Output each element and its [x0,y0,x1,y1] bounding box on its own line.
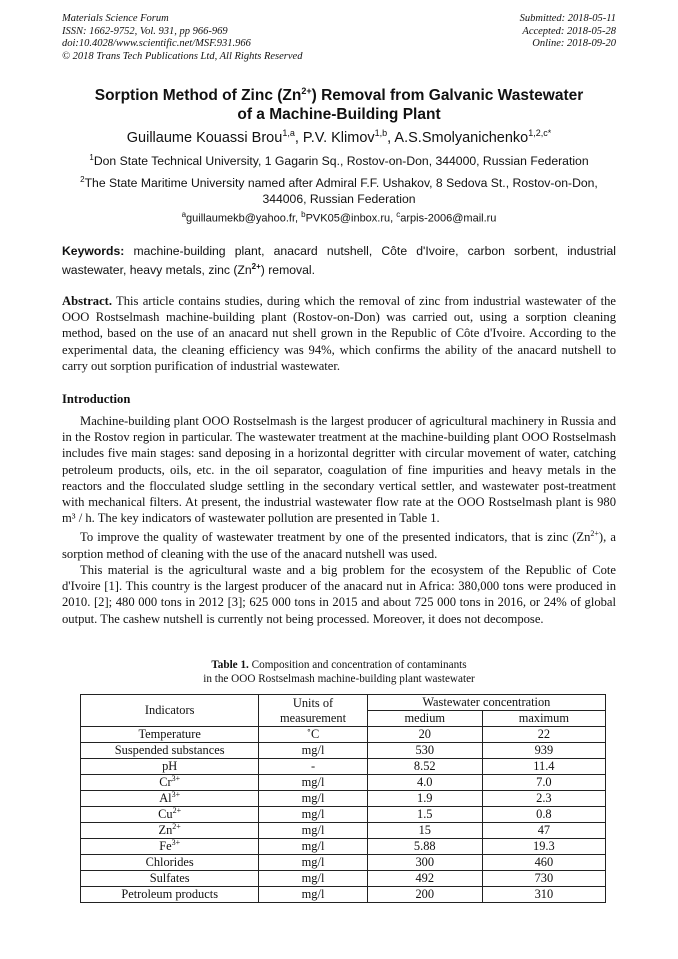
cell-unit: mg/l [259,855,367,871]
cell-indicator: $Al^{3+}$ [81,791,259,807]
contaminants-table [80,694,606,903]
header-units: Units of measurement [259,695,367,727]
cell-maximum: 22 [482,727,605,743]
cell-indicator: $Fe^{3+}$ [81,839,259,855]
table-row [81,743,606,759]
table-row [81,855,606,871]
cell-indicator: Chlorides [81,855,259,871]
author-1: Guillaume Kouassi Brou [126,129,283,146]
cell-unit: mg/l [259,791,367,807]
table-row [81,871,606,887]
header-medium: medium [367,711,482,727]
cell-medium: 1.9 [367,791,482,807]
table-caption: Table 1. Composition and concentration of contaminants in the OOO Rostselmash machine-building plant wastewater [203,659,475,685]
cell-indicator: Petroleum products [81,887,259,903]
author-3: , A.S.Smolyanichenko [387,129,529,146]
cell-maximum: 730 [482,871,605,887]
affiliation-1: $^1$Don State Technical University, 1 Gagarin Sq., Rostov-on-Don, 344000, Russian Federation [89,153,589,169]
cell-indicator: $Cu^{2+}$ [81,807,259,823]
cell-indicator: $Cr^{3+}$ [81,775,259,791]
cell-maximum: 11.4 [482,759,605,775]
cell-unit: mg/l [259,871,367,887]
email-a: guillaumekb@yahoo.fr, [186,212,302,225]
email-b: PVK05@inbox.ru, [305,212,397,225]
author-list: Guillaume Kouassi Brou$^{1,a}$, P.V. Klimov$^{1,b}$, A.S.Smolyanichenko$^{1,2,c*}$ [126,128,552,146]
keywords: Keywords: machine-building plant, anacard nutshell, Côte d'Ivoire, carbon sorbent, industrial wastewater, heavy metals, zinc $(Zn^{2+})$ removal. [62,244,616,278]
cell-unit: mg/l [259,775,367,791]
paper-title: Sorption Method of Zinc $(Zn^{2+})$ Removal from Galvanic Wastewater of a Machine-Building Plant [94,86,584,124]
table-row [81,807,606,823]
cell-unit: mg/l [259,839,367,855]
section-heading-introduction: Introduction [62,392,131,406]
introduction-body [62,413,616,627]
cell-medium: 15 [367,823,482,839]
cell-medium: 8.52 [367,759,482,775]
cell-maximum: 47 [482,823,605,839]
cell-unit: ˚C [259,727,367,743]
cell-maximum: 7.0 [482,775,605,791]
cell-unit: - [259,759,367,775]
email-c: arpis-2006@mail.ru [400,212,497,225]
header-indicators: Indicators [81,695,259,727]
copyright-line: © 2018 Trans Tech Publications Ltd, All Rights Reserved [62,50,303,62]
cell-medium: 530 [367,743,482,759]
cell-unit: mg/l [259,807,367,823]
table-row [81,759,606,775]
cell-indicator: Suspended substances [81,743,259,759]
header-maximum: maximum [482,711,605,727]
table-row [81,775,606,791]
table-row [81,839,606,855]
online-date: Online: 2018-09-20 [532,38,616,49]
cell-maximum: 2.3 [482,791,605,807]
author-2: , P.V. Klimov [294,129,375,146]
cell-medium: 20 [367,727,482,743]
author-emails: $^a$guillaumekb@yahoo.fr, $^b$PVK05@inbox.ru, $^c$arpis-2006@mail.ru [181,210,497,225]
cell-medium: 1.5 [367,807,482,823]
journal-name: Materials Science Forum [62,13,169,24]
header-concentration: Wastewater concentration [367,695,605,711]
table-row [81,887,606,903]
abstract: Abstract. This article contains studies, during which the removal of zinc from industrial wastewater of the OOO Rostselmash machine-building plant (Rostov-on-Don) was carried out, using a sorption cleaning method, based on the use of an anacard nut shell grown in the Republic of Côte d'Ivoire. According to the experimental data, the cleaning efficiency was 94%, which confirms the ability of the anacard nutshell to carry out sorption purification of industrial wastewater. [62,294,616,373]
table-row [81,727,606,743]
cell-medium: 492 [367,871,482,887]
issn-line: ISSN: 1662-9752, Vol. 931, pp 966-969 [62,25,228,37]
accepted-date: Accepted: 2018-05-28 [522,25,616,37]
cell-medium: 300 [367,855,482,871]
cell-indicator: pH [81,759,259,775]
cell-indicator: Sulfates [81,871,259,887]
table-row [81,791,606,807]
cell-medium: 5.88 [367,839,482,855]
cell-indicator: Temperature [81,727,259,743]
paragraph: To improve the quality of wastewater treatment by one of the presented indicators, that is zinc $(Zn^{2+})$, a sorption method of cleaning with the use of the anacard nutshell was used. [62,529,616,561]
cell-indicator: $Zn^{2+}$ [81,823,259,839]
affiliation-2: $^2$The State Maritime University named after Admiral F.F. Ushakov, 8 Sedova St., Rostov-on-Don, 344006, Russian Federation [80,175,598,207]
journal-info [62,13,302,63]
table-row [81,823,606,839]
cell-maximum: 460 [482,855,605,871]
paragraph: Machine-building plant OOO Rostselmash is the largest producer of agricultural machinery in Russia and in the Rostov region in particular. The wastewater treatment at the machine-building plant OOO Rostselmash includes five main stages: sand deposing in a horizontal degritter with circular movement of water, catching petroleum products, oils, etc. in the oil separator, coagulation of fine impurities and heavy metals in the reactors and the flocculated sludge settling in the secondary vertical settler, and wastewater post-treatment with mechanical filters. At present, the industrial wastewater flow rate at the OOO Rostselmash plant is 980 m³ / h. The key indicators of wastewater pollution are presented in Table 1. [62,414,616,526]
cell-maximum: 939 [482,743,605,759]
cell-unit: mg/l [259,887,367,903]
cell-maximum: 310 [482,887,605,903]
doi-line: doi:10.4028/www.scientific.net/MSF.931.966 [62,38,251,49]
cell-maximum: 0.8 [482,807,605,823]
cell-unit: mg/l [259,743,367,759]
submitted-date: Submitted: 2018-05-11 [519,13,616,24]
cell-unit: mg/l [259,823,367,839]
submission-dates [520,13,616,51]
cell-medium: 200 [367,887,482,903]
cell-maximum: 19.3 [482,839,605,855]
cell-medium: 4.0 [367,775,482,791]
paragraph: This material is the agricultural waste and a big problem for the ecosystem of the Republic of Cote d'Ivoire [1]. This country is the largest producer of the anacard nut in Africa: 380,000 tons were produced in 2010. [2]; 480 000 tons in 2012 [3]; 625 000 tons in 2015 and about 725 000 tons in 2016, or 24% of global output. The cashew nutshell is currently not being processed. Moreover, it does not decompose. [62,563,616,626]
